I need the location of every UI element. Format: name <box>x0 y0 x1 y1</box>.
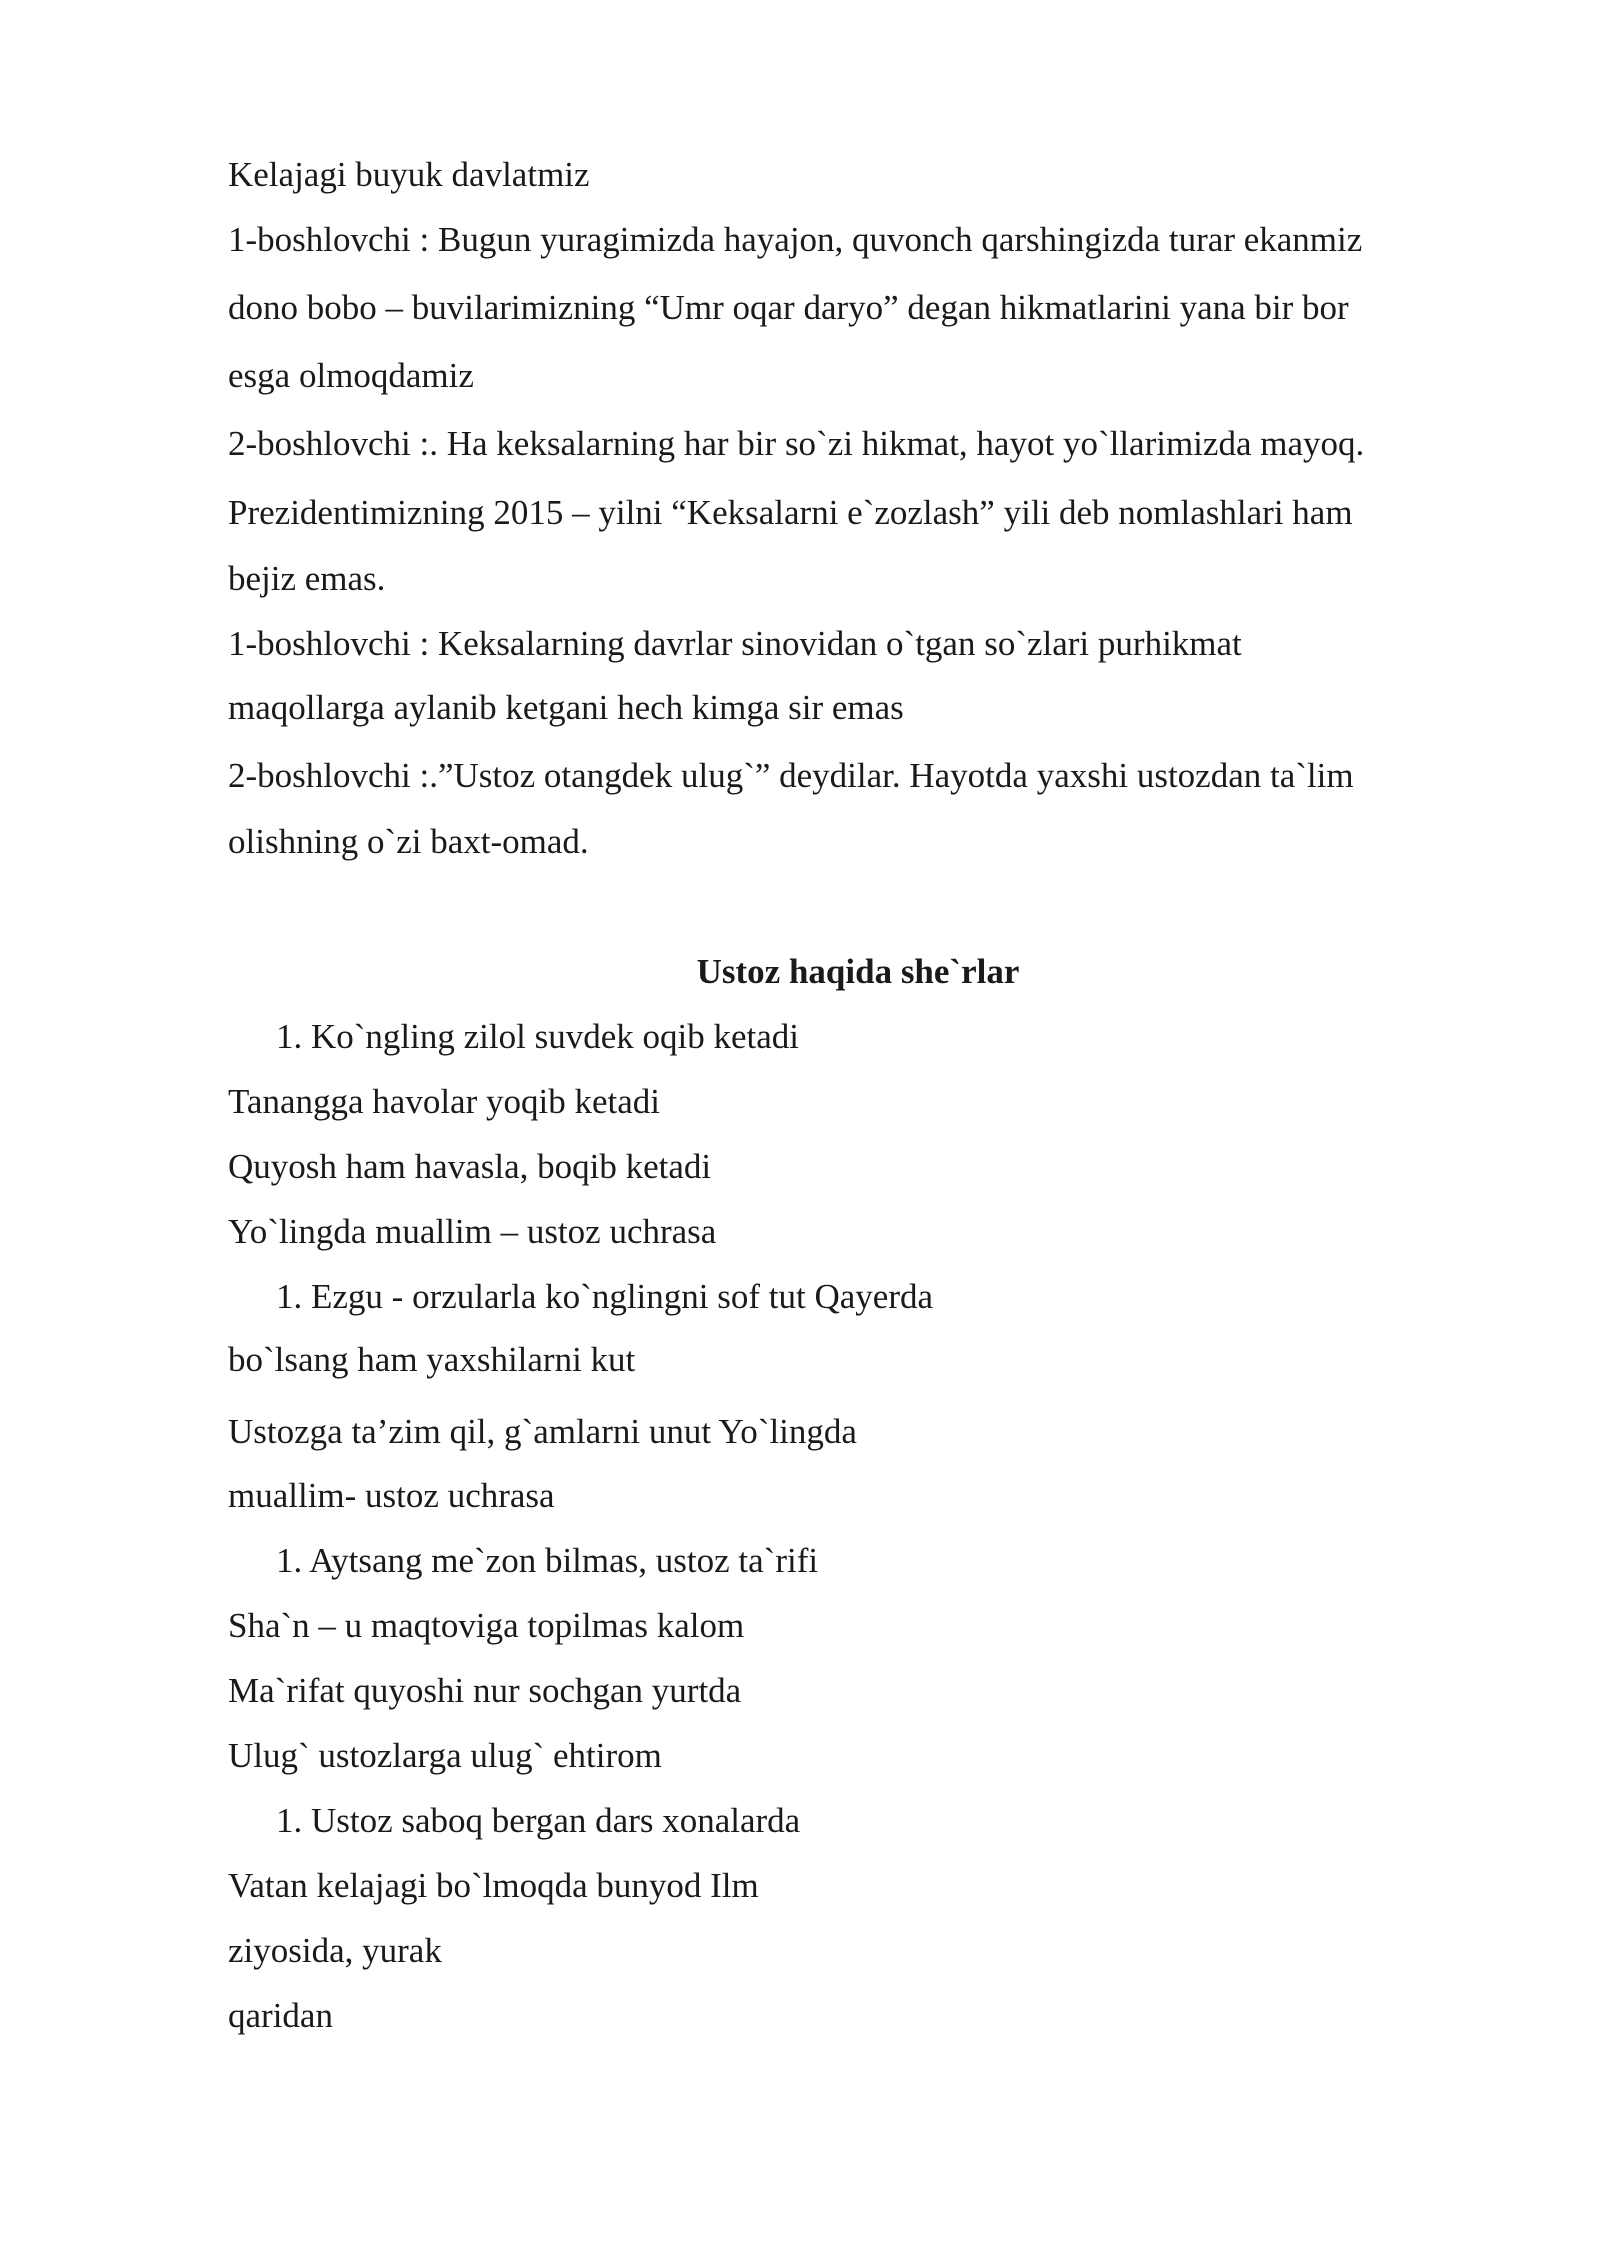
poem-stanza-start: 1. Ezgu - orzularla ko`nglingni sof tut Qayerda <box>276 1277 934 1316</box>
poem-stanza-start: 1. Ko`ngling zilol suvdek oqib ketadi <box>276 1017 799 1056</box>
poem-line: Ulug` ustozlarga ulug` ehtirom <box>228 1736 662 1775</box>
paragraph-line: olishning o`zi baxt-omad. <box>228 822 589 861</box>
paragraph-line: dono bobo – buvilarimizning “Umr oqar daryo” degan hikmatlarini yana bir bor <box>228 288 1349 327</box>
paragraph-line: bejiz emas. <box>228 559 386 598</box>
poem-line: Tanangga havolar yoqib ketadi <box>228 1082 660 1121</box>
poem-line: qaridan <box>228 1996 333 2035</box>
poem-stanza-start: 1. Ustoz saboq bergan dars xonalarda <box>276 1801 801 1840</box>
poem-line: Ustozga ta’zim qil, g`amlarni unut Yo`lingda <box>228 1412 857 1451</box>
section-heading: Ustoz haqida she`rlar <box>696 952 1020 991</box>
document-title: Kelajagi buyuk davlatmiz <box>228 155 590 194</box>
poem-stanza-start: 1. Aytsang me`zon bilmas, ustoz ta`rifi <box>276 1541 819 1580</box>
paragraph-line: Prezidentimizning 2015 – yilni “Keksalarni e`zozlash” yili deb nomlashlari ham <box>228 493 1353 532</box>
poem-line: Vatan kelajagi bo`lmoqda bunyod Ilm <box>228 1866 759 1905</box>
poem-line: Yo`lingda muallim – ustoz uchrasa <box>228 1212 717 1251</box>
poem-line: muallim- ustoz uchrasa <box>228 1476 555 1515</box>
poem-line: ziyosida, yurak <box>228 1931 442 1970</box>
paragraph-line: 1-boshlovchi : Bugun yuragimizda hayajon, quvonch qarshingizda turar ekanmiz <box>228 220 1363 259</box>
poem-line: Ma`rifat quyoshi nur sochgan yurtda <box>228 1671 742 1710</box>
poem-line: Sha`n – u maqtoviga topilmas kalom <box>228 1606 745 1645</box>
paragraph-line: 1-boshlovchi : Keksalarning davrlar sinovidan o`tgan so`zlari purhikmat <box>228 624 1242 663</box>
poem-line: Quyosh ham havasla, boqib ketadi <box>228 1147 712 1186</box>
paragraph-line: esga olmoqdamiz <box>228 356 474 395</box>
poem-line: bo`lsang ham yaxshilarni kut <box>228 1340 636 1379</box>
paragraph-line: 2-boshlovchi :. Ha keksalarning har bir so`zi hikmat, hayot yo`llarimizda mayoq. <box>228 424 1365 463</box>
paragraph-line: 2-boshlovchi :.”Ustoz otangdek ulug`” deydilar. Hayotda yaxshi ustozdan ta`lim <box>228 756 1354 795</box>
paragraph-line: maqollarga aylanib ketgani hech kimga sir emas <box>228 688 904 727</box>
